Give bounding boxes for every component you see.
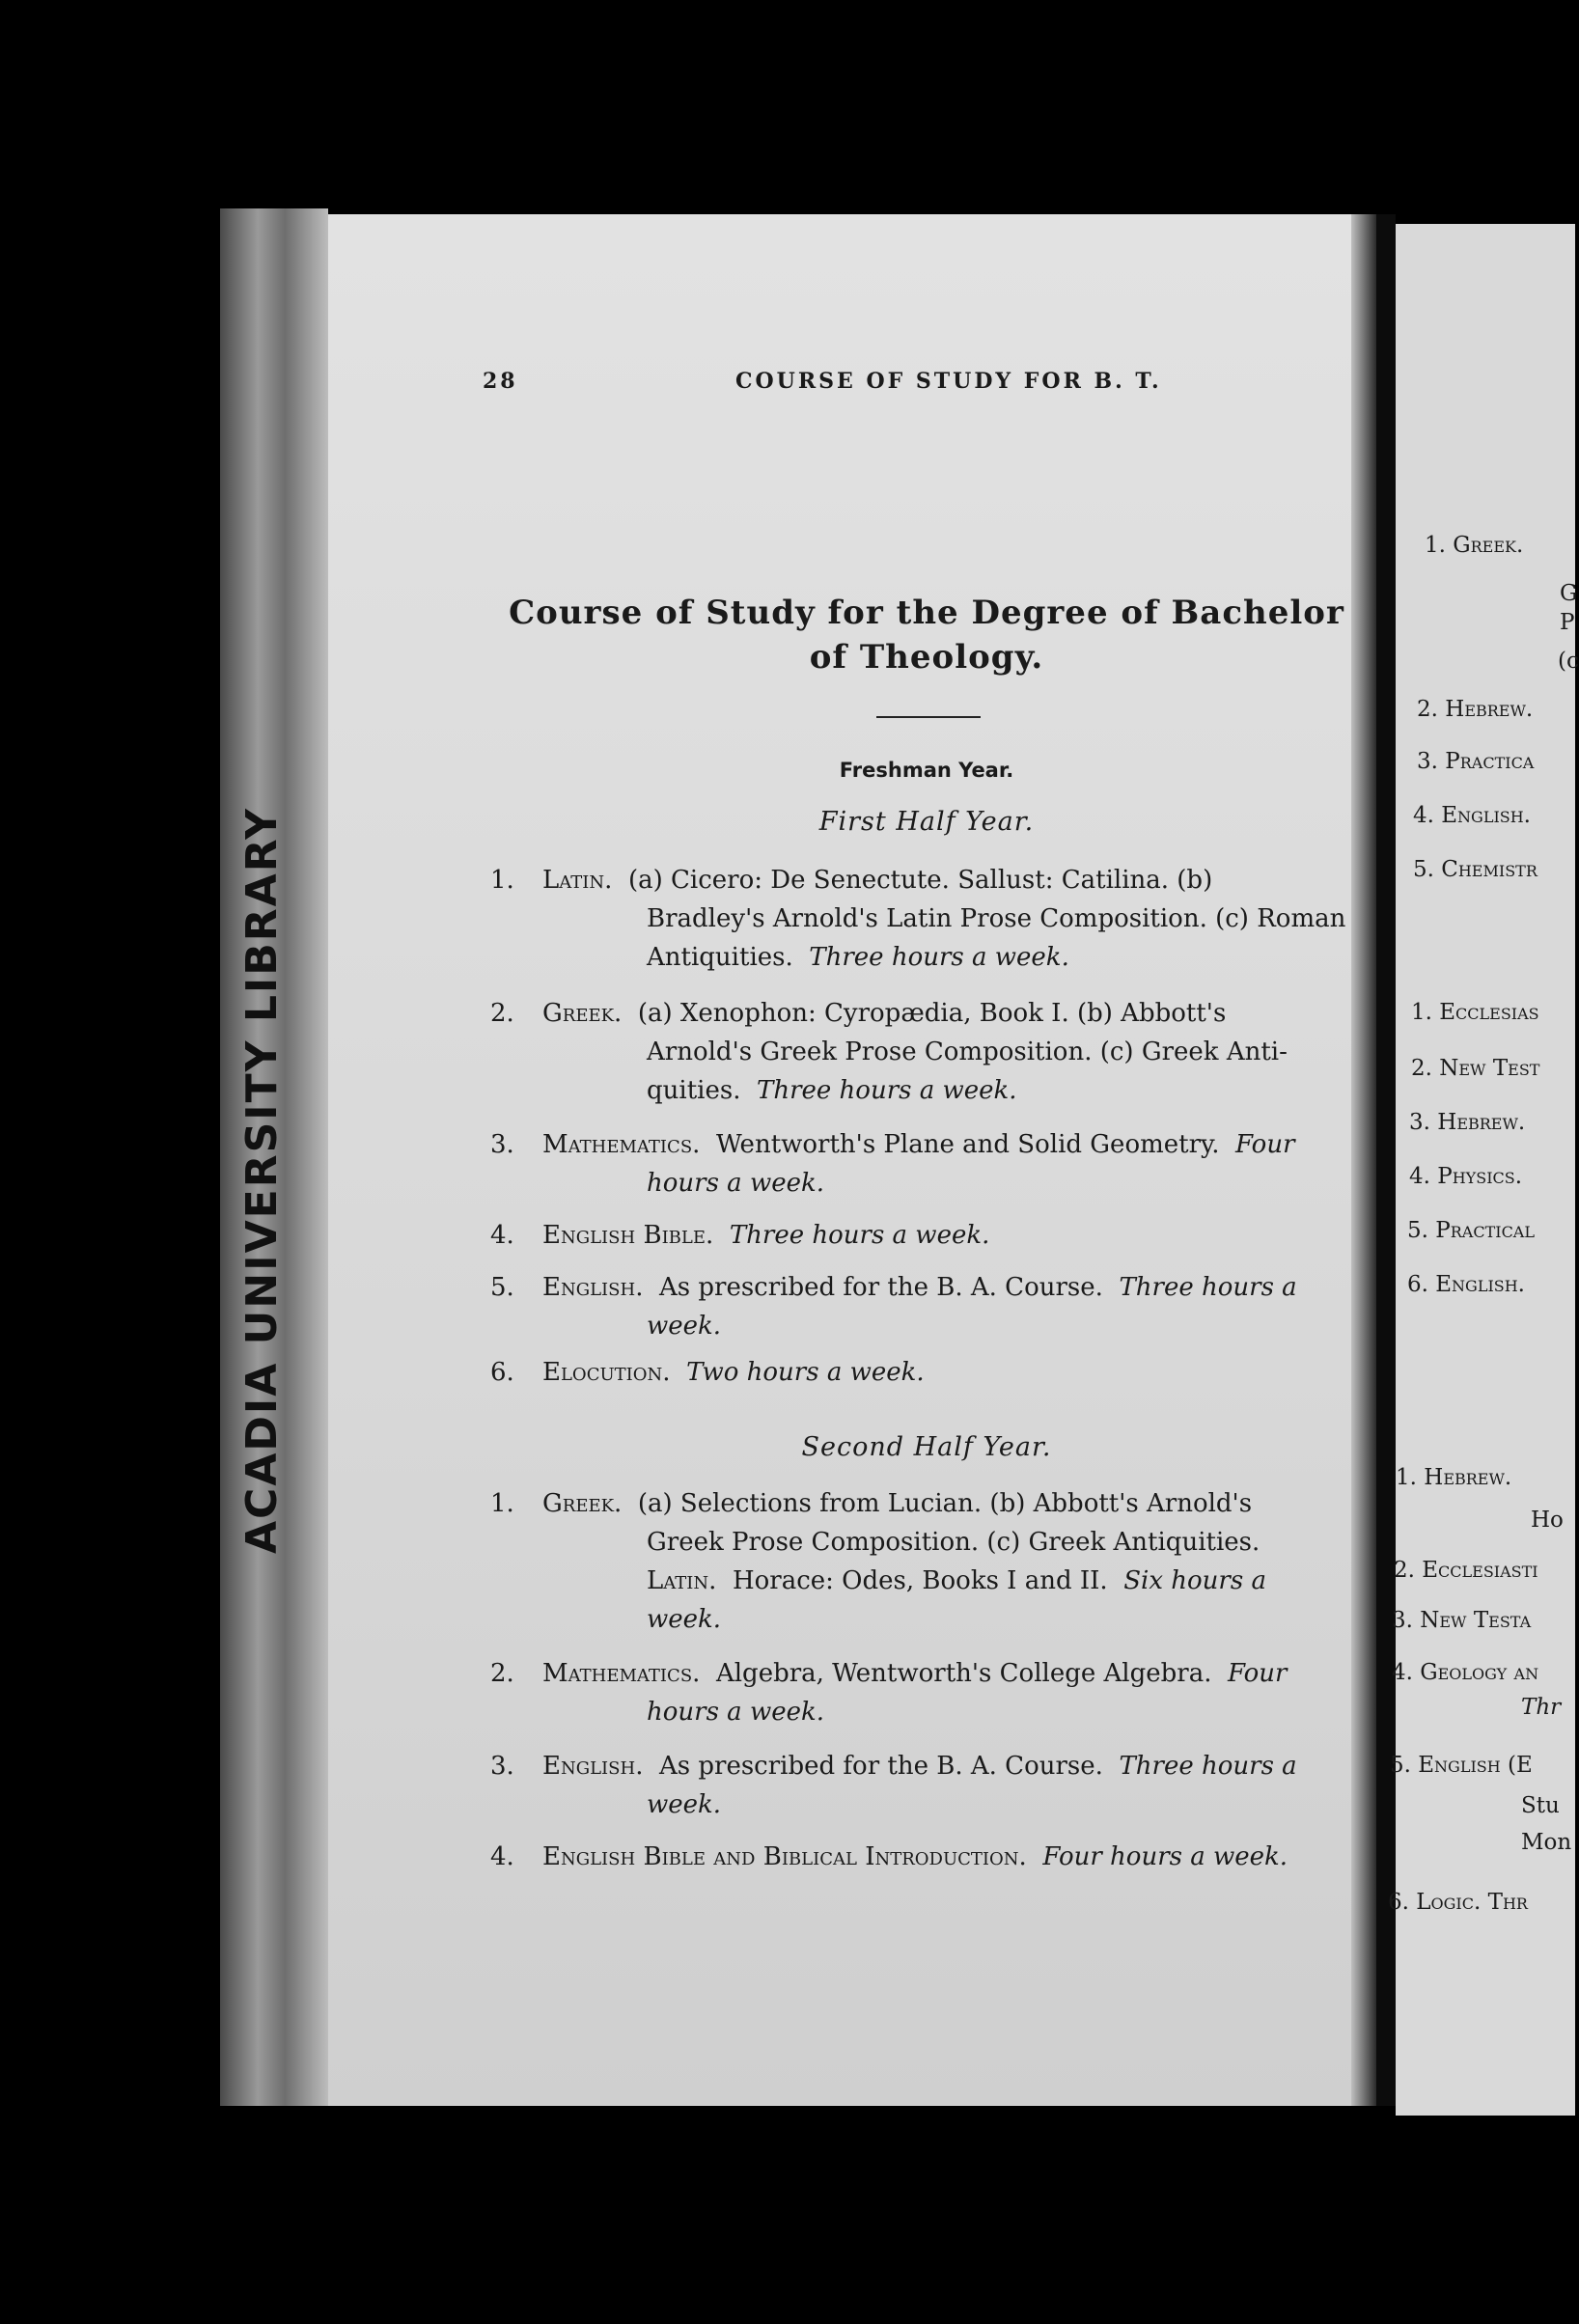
facing-line: 4. English. — [1413, 803, 1531, 828]
facing-line: 3. Hebrew. — [1409, 1110, 1526, 1135]
facing-line: 4. Physics. — [1409, 1164, 1523, 1189]
facing-line: G — [1560, 581, 1578, 606]
facing-line: 5. English (E — [1390, 1753, 1533, 1778]
facing-line: 2. New Test — [1411, 1056, 1540, 1081]
running-title: COURSE OF STUDY FOR B. T. — [735, 369, 1162, 394]
title-line-2: of Theology. — [809, 638, 1044, 677]
facing-line: Thr — [1521, 1695, 1562, 1720]
facing-line: 3. Practica — [1417, 749, 1535, 774]
page-number: 28 — [483, 369, 518, 394]
facing-line: 6. Logic. Thr — [1388, 1890, 1528, 1915]
facing-line: Mon — [1521, 1830, 1572, 1855]
facing-line: 4. Geology an — [1392, 1660, 1539, 1685]
facing-line: 5. Chemistr — [1413, 857, 1537, 882]
page-title — [502, 591, 1351, 679]
second-half-title: Second Half Year. — [801, 1432, 1052, 1462]
facing-line: 5. Practical — [1407, 1218, 1535, 1243]
facing-line: 2. Hebrew. — [1417, 697, 1534, 722]
facing-line: 6. English. — [1407, 1272, 1525, 1297]
facing-line: (c — [1558, 649, 1579, 674]
facing-line: 1. Ecclesias — [1411, 1000, 1539, 1025]
binding-shadow — [1376, 214, 1396, 2106]
facing-line: 3. New Testa — [1392, 1608, 1532, 1633]
title-line-1: Course of Study for the Degree of Bachelor — [509, 594, 1344, 632]
facing-line: 2. Ecclesiasti — [1394, 1558, 1538, 1583]
facing-page — [1388, 224, 1579, 2116]
first-half-title: First Half Year. — [818, 807, 1035, 837]
facing-line: P — [1560, 610, 1575, 635]
library-stamp: ACADIA UNIVERSITY LIBRARY — [237, 806, 287, 1554]
facing-line: Ho — [1531, 1508, 1564, 1533]
facing-line: 1. Hebrew. — [1396, 1465, 1512, 1490]
year-title: Freshman Year. — [839, 759, 1014, 782]
title-rule — [876, 716, 981, 718]
facing-line: Stu — [1521, 1793, 1560, 1818]
facing-line: 1. Greek. — [1425, 533, 1524, 558]
page-gutter — [1351, 214, 1376, 2106]
